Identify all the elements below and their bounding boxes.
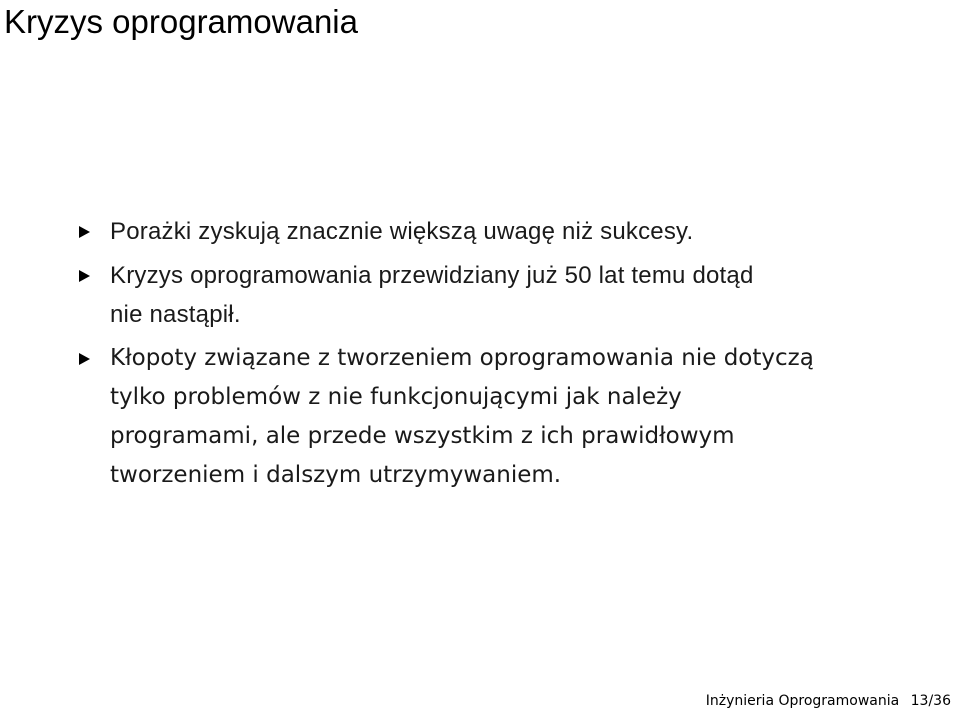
bullet-line: tworzeniem i dalszym utrzymywaniem. (110, 462, 562, 488)
slide-footer (706, 692, 951, 710)
bullet-line: Porażki zyskują znacznie większą uwagę niż sukcesy. (110, 218, 694, 245)
triangle-bullet-icon (79, 353, 90, 365)
bullet-list (0, 212, 959, 500)
triangle-bullet-icon (79, 226, 90, 238)
bullet-line: Kryzys oprogramowania przewidziany już 50 lat temu dotąd (110, 262, 754, 289)
bullet-item (0, 256, 959, 334)
bullet-line: programami, ale przede wszystkim z ich prawidłowym (110, 423, 735, 449)
bullet-item (0, 212, 959, 251)
bullet-item (0, 339, 959, 495)
bullet-line: nie nastąpił. (110, 301, 241, 328)
bullet-line: tylko problemów z nie funkcjonującymi jak należy (110, 384, 682, 410)
slide-title: Kryzys oprogramowania (4, 3, 358, 40)
footer-course-name: Inżynieria Oprogramowania (705, 693, 900, 709)
bullet-line: Kłopoty związane z tworzeniem oprogramowania nie dotyczą (110, 345, 814, 371)
page-number: 13/36 (910, 693, 951, 709)
triangle-bullet-icon (79, 270, 90, 282)
